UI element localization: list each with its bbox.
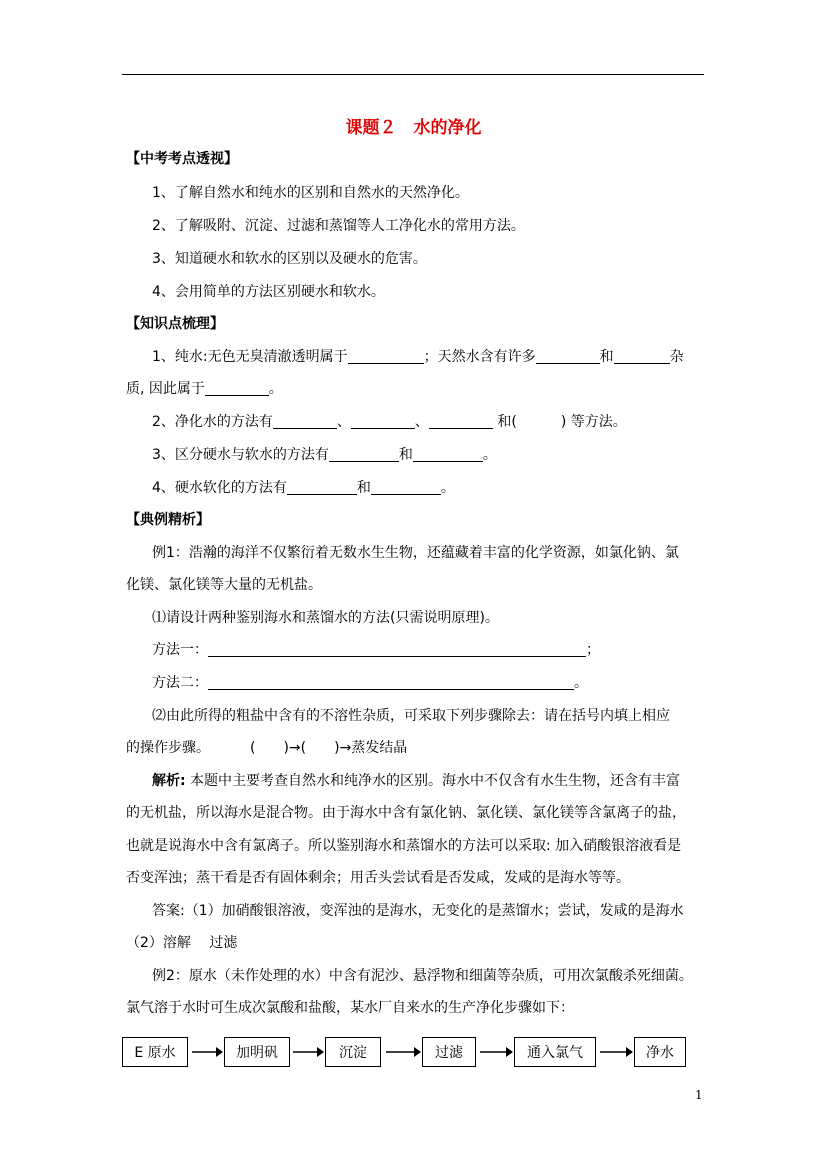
analysis-line1 [152, 773, 680, 789]
k4-text-a: 4、硬水软化的方法有 [152, 480, 287, 496]
section-heading-exam-points: 【中考考点透视】 [126, 151, 238, 167]
fill-blank[interactable] [329, 447, 399, 462]
k1-text-b: ；天然水含有许多 [423, 349, 536, 365]
fill-blank[interactable] [536, 349, 600, 364]
fill-blank[interactable] [351, 414, 415, 429]
k4-text-c: 。 [440, 480, 455, 496]
k2-text-e: ) 等方法。 [560, 414, 627, 430]
example1-method1 [152, 642, 600, 658]
arrow-right-icon [190, 1042, 224, 1062]
section-heading-examples: 【典例精析】 [126, 512, 210, 528]
example1-question1: ⑴请设计两种鉴别海水和蒸馏水的方法(只需说明原理)。 [152, 610, 499, 626]
example1-line2: 化镁、氯化镁等大量的无机盐。 [126, 577, 322, 593]
knowledge-item-2 [152, 414, 627, 430]
k2-text-d: 和( [492, 414, 517, 430]
fill-blank[interactable] [429, 414, 493, 429]
exam-point-1: 1、了解自然水和纯水的区别和自然水的天然净化。 [152, 185, 469, 201]
flow-step-raw-water: E 原水 [122, 1037, 188, 1067]
exam-point-4: 4、会用简单的方法区别硬水和软水。 [152, 284, 385, 300]
analysis-line2: 的无机盐，所以海水是混合物。由于海水中含有氯化钠、氯化镁、氯化镁等含氯离子的盐， [126, 805, 686, 821]
fill-blank[interactable] [205, 381, 269, 396]
exam-point-3: 3、知道硬水和软水的区别以及硬水的危害。 [152, 251, 427, 267]
fill-blank[interactable] [348, 349, 424, 364]
flow-step-clean-water: 净水 [634, 1037, 686, 1067]
k1-text-f: 。 [268, 381, 283, 397]
arrow-right-icon [478, 1042, 514, 1062]
k4-text-b: 和 [356, 480, 371, 496]
flow-step-chlorine: 通入氯气 [514, 1037, 596, 1067]
flow-step-sediment: 沉淀 [325, 1037, 381, 1067]
answer-line2: （2）溶解 过滤 [126, 935, 238, 951]
fill-blank[interactable] [413, 447, 483, 462]
example1-method2 [152, 675, 588, 691]
k1-text-a: 1、纯水:无色无臭清澈透明属于 [152, 349, 348, 365]
exam-point-2: 2、了解吸附、沉淀、过滤和蒸馏等人工净化水的常用方法。 [152, 218, 525, 234]
answer-line1: 答案:（1）加硝酸银溶液，变浑浊的是海水，无变化的是蒸馏水；尝试，发咸的是海水 [152, 903, 684, 919]
analysis-line4: 否变浑浊；蒸干看是否有固体剩余；用舌头尝试看是否发咸，发咸的是海水等等。 [126, 870, 630, 886]
knowledge-item-4 [152, 480, 455, 496]
arrow-right-icon [598, 1042, 634, 1062]
flow-step-filter: 过滤 [422, 1037, 476, 1067]
analysis-label: 解析: [152, 773, 186, 789]
analysis-line3: 也就是说海水中含有氯离子。所以鉴别海水和蒸馏水的方法可以采取: 加入硝酸银溶液看是 [126, 838, 682, 854]
analysis-text: 本题中主要考查自然水和纯净水的区别。海水中不仅含有水生生物，还含有丰富 [185, 773, 681, 789]
k2-text-b: 、 [336, 414, 351, 430]
method2-end: 。 [574, 675, 588, 691]
fill-blank[interactable] [208, 642, 586, 657]
arrow-right-icon [384, 1042, 422, 1062]
knowledge-item-3 [152, 447, 497, 463]
k3-text-a: 3、区分硬水与软水的方法有 [152, 447, 329, 463]
k3-text-c: 。 [482, 447, 497, 463]
fill-blank[interactable] [287, 480, 357, 495]
fill-blank[interactable] [208, 675, 574, 690]
flow-step-alum: 加明矾 [224, 1037, 290, 1067]
knowledge-item-1-cont [126, 381, 283, 397]
method2-label: 方法二： [152, 675, 208, 691]
example1-line1: 例1：浩瀚的海洋不仅繁衍着无数水生生物，还蕴藏着丰富的化学资源，如氯化钠、氯 [152, 545, 679, 561]
page-title: 课题２ 水的净化 [345, 118, 482, 138]
header-rule [122, 74, 704, 75]
method1-end: ； [586, 642, 600, 658]
knowledge-item-1 [152, 349, 684, 365]
fill-blank[interactable] [371, 480, 441, 495]
method1-label: 方法一： [152, 642, 208, 658]
fill-blank[interactable] [273, 414, 337, 429]
page-number: 1 [695, 1088, 703, 1102]
q2-steps-label: 的操作步骤。 [126, 740, 210, 756]
q2-steps-blanks[interactable]: ( )→( )→蒸发结晶 [250, 740, 408, 756]
k1-text-d: 杂 [669, 349, 684, 365]
k1-text-e: 质, 因此属于 [126, 381, 205, 397]
arrow-right-icon [291, 1042, 325, 1062]
example2-line1: 例2：原水（未作处理的水）中含有泥沙、悬浮物和细菌等杂质，可用次氯酸杀死细菌。 [152, 968, 693, 984]
fill-blank[interactable] [614, 349, 670, 364]
example1-question2: ⑵由此所得的粗盐中含有的不溶性杂质，可采取下列步骤除去：请在括号内填上相应 [152, 708, 670, 724]
k1-text-c: 和 [599, 349, 614, 365]
example1-question2-cont [126, 740, 407, 756]
k2-text-c: 、 [414, 414, 429, 430]
k2-text-a: 2、净化水的方法有 [152, 414, 273, 430]
k3-text-b: 和 [398, 447, 413, 463]
example2-line2: 氯气溶于水时可生成次氯酸和盐酸，某水厂自来水的生产净化步骤如下： [126, 1000, 574, 1016]
section-heading-knowledge: 【知识点梳理】 [126, 316, 224, 332]
